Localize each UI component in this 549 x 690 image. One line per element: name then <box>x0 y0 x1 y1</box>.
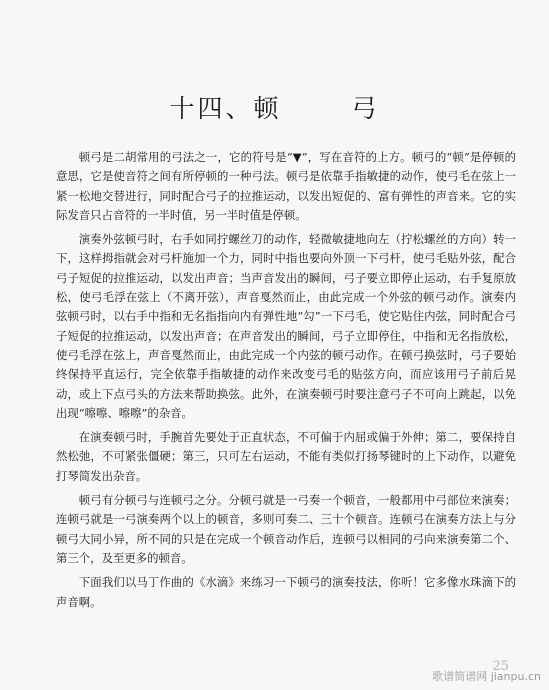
page-number: 25 <box>492 659 509 674</box>
watermark-text: 歌谱简谱网 jianpu.cn <box>432 670 541 683</box>
paragraph: 在演奏顿弓时，手腕首先要处于正直状态，不可偏于内屈或偏于外伸；第二，要保持自然松弛，不可紧张僵硬；第三，只可左右运动，不能有类似打扬琴键时的上下动作，以避免打琴简发出杂音。 <box>56 430 516 483</box>
paragraph: 演奏外弦顿弓时，右手如同拧螺丝刀的动作，轻微敏捷地向左（拧松螺丝的方向）转一下，这样拇指就会对弓杆施加一个力，同时中指也要向外顶一下弓杆，使弓毛贴外弦，配合弓子短促的拉推运动，以发出声音；当声音发出的瞬间，弓子要立即停止运动，右手复原放松，使弓毛浮在弦上（不离开弦），声音戛然而止，由此完成一个外弦的顿弓动作。演奏内弦顿弓时，以右手中指和无名指指向内有弹性地“勾”一下弓毛，使它贴住内弦，同时配合弓子短促的拉推运动，以发出声音；在声音发出的瞬间，弓子立即停住，中指和无名指放松，使弓毛浮在弦上，声音戛然而止，由此完成一个内弦的顿弓动作。在顿弓换弦时，弓子要始终保持平直运行，完全依靠手指敏捷的动作来改变弓毛的贴弦方向，而应该用弓子前后晃动，或上下点弓头的方法来帮助换弦。此外，在演奏顿弓时要注意弓子不可向上跳起，以免出现“嚓嚓、嚓嚓”的杂音。 <box>56 232 516 420</box>
paragraph: 下面我们以马丁作曲的《水滴》来练习一下顿弓的演奏技法，你听！它多像水珠滴下的声音啊。 <box>56 575 516 609</box>
body-text <box>56 148 516 617</box>
paragraph: 顿弓是二胡常用的弓法之一，它的符号是“▼”，写在音符的上方。顿弓的“顿”是停顿的意思，它是使音符之间有所停顿的一种弓法。顿弓是依靠手指敏捷的动作，使弓毛在弦上一紧一松地交替进行，同时配合弓子的拉推运动，以发出短促的、富有弹性的声音来。它的实际发音只占音符的一半时值，另一半时值是停顿。 <box>56 150 516 222</box>
section-title <box>0 89 549 125</box>
paragraph: 顿弓有分顿弓与连顿弓之分。分顿弓就是一弓奏一个顿音，一般都用中弓部位来演奏；连顿弓就是一弓演奏两个以上的顿音，多则可奏二、三十个顿音。连顿弓在演奏方法上与分顿弓大同小异，所不同的只是在完成一个顿音动作后，连顿弓以相同的弓向来演奏第二个、第三个，及至更多的顿音。 <box>56 493 516 565</box>
section-title-main: 十四、顿 <box>169 93 282 123</box>
section-title-char: 弓 <box>351 93 380 123</box>
